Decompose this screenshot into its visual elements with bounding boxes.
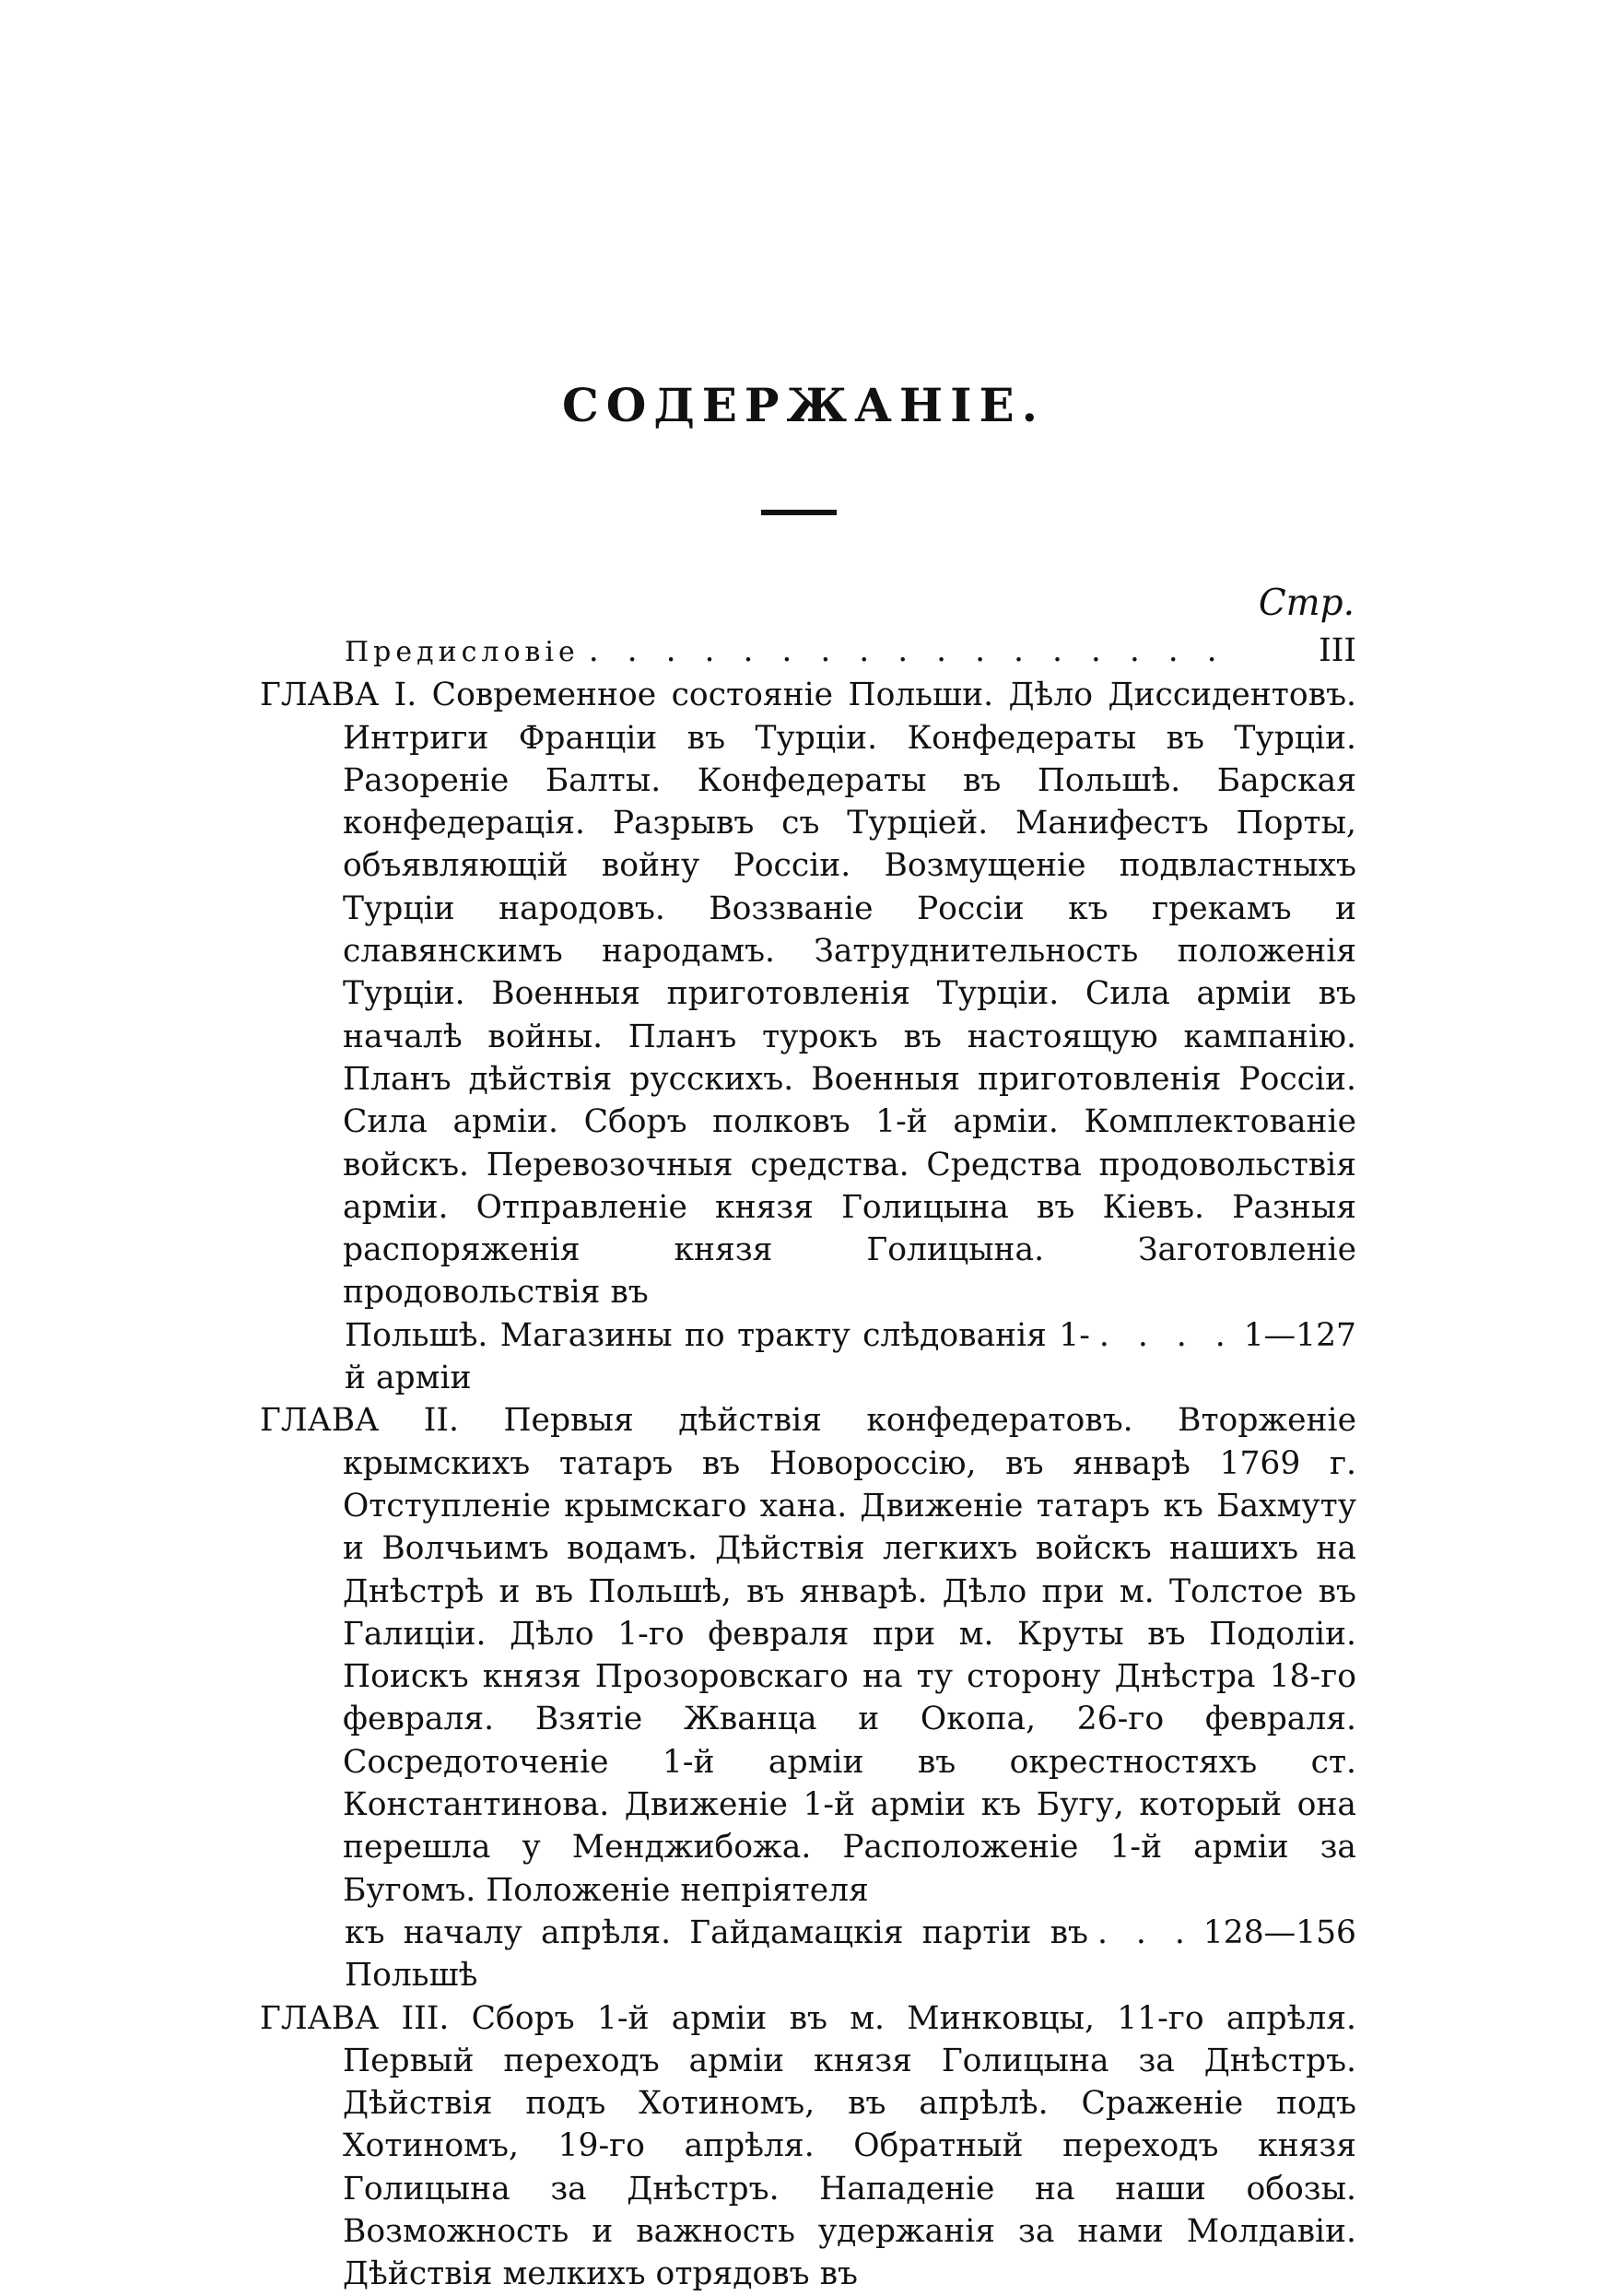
page-range: 128—156	[1202, 1913, 1356, 1951]
dot-leader: . . . .	[1098, 1316, 1235, 1354]
chapter-summary: Современное состояніе Польши. Дѣло Диссидентовъ. Интриги Франціи въ Турціи. Конфедераты въ Турціи. Разореніе Балты. Конфедераты въ Польшѣ. Барская конфедерація. Разрывъ съ Турціей. Манифестъ Порты, объявляющій войну Россіи. Возмущеніе подвластныхъ Турціи народовъ. Воззваніе Россіи къ грекамъ и славянскимъ народамъ. Затруднительность положенія Турціи. Военныя приготовленія Турціи. Сила арміи въ началѣ войны. Планъ турокъ въ настоящую кампанію. Планъ дѣйствія русскихъ. Военныя приготовленія Россіи. Сила арміи. Сборъ полковъ 1-й арміи. Комплектованіе войскъ. Перевозочныя средства. Средства продовольствія арміи. Отправленіе князя Голицына въ Кіевъ. Разныя распоряженія князя Голицына. Заготовленіе продовольствія въ	[343, 677, 1356, 1312]
chapter-summary-end: къ началу апрѣля. Гайдамацкія партіи въ Польшѣ	[345, 1913, 1088, 1995]
title-divider	[761, 510, 837, 515]
page-title: СОДЕРЖАНІЕ.	[562, 378, 1045, 432]
toc-entry-preface	[260, 630, 1356, 674]
toc-entry-chapter-1	[260, 674, 1356, 1399]
preface-label: Предисловіе	[345, 636, 580, 668]
table-of-contents	[260, 630, 1356, 2296]
chapter-label: ГЛАВА I.	[260, 677, 417, 714]
chapter-summary: Сборъ 1-й арміи въ м. Минковцы, 11-го апрѣля. Первый переходъ арміи князя Голицына за Днѣстръ. Дѣйствія подъ Хотиномъ, въ апрѣлѣ. Сраженіе подъ Хотиномъ, 19-го апрѣля. Обратный переходъ князя Голицына за Днѣстръ. Нападеніе на наши обозы. Возможность и важность удержанія за нами Молдавіи. Дѣйствія мелкихъ отрядовъ въ	[343, 1999, 1357, 2293]
dot-leader: . . . . . . . . . . . . . . . . .	[588, 632, 1226, 669]
toc-entry-chapter-3	[260, 1997, 1356, 2296]
chapter-summary: Первыя дѣйствія конфедератовъ. Вторженіе крымскихъ татаръ въ Новороссію, въ январѣ 1769 г. Отступленіе крымскаго хана. Движеніе татаръ къ Бахмуту и Волчьимъ водамъ. Дѣйствія легкихъ войскъ нашихъ на Днѣстрѣ и въ Польшѣ, въ январѣ. Дѣло при м. Толстое въ Галиціи. Дѣло 1-го февраля при м. Круты въ Подоліи. Поискъ князя Прозоровскаго на ту сторону Днѣстра 18-го февраля. Взятіе Жванца и Окопа, 26-го февраля. Сосредоточеніе 1-й арміи въ окрестностяхъ ст. Константинова. Движеніе 1-й арміи къ Бугу, который она перешла у Менджибожа. Расположеніе 1-й арміи за Бугомъ. Положеніе непріятеля	[343, 1402, 1357, 1909]
page-number: III	[1319, 632, 1356, 669]
page-column-header: Стр.	[1258, 583, 1355, 624]
chapter-label: ГЛАВА III.	[260, 1999, 450, 2037]
dot-leader: . . .	[1097, 1913, 1194, 1951]
chapter-summary-end: Польшѣ. Магазины по тракту слѣдованія 1-й арміи	[345, 1316, 1090, 1397]
chapter-label: ГЛАВА II.	[260, 1402, 459, 1440]
toc-entry-chapter-2	[260, 1399, 1356, 1996]
page-range: 1—127	[1243, 1316, 1356, 1354]
